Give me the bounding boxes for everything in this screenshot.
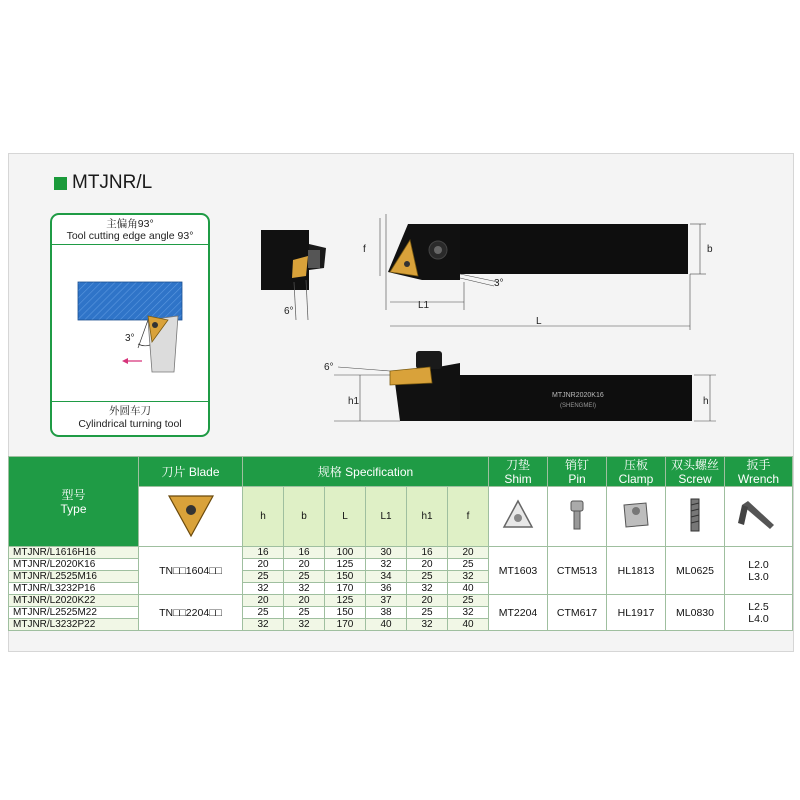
cell-f: 32 — [448, 607, 489, 619]
angle-heading — [52, 215, 208, 245]
blade-cell: TN□□2204□□ — [139, 595, 243, 631]
cell-h: 20 — [243, 595, 284, 607]
spec-col-L1: L1 — [366, 487, 407, 547]
table-header-row — [9, 457, 793, 487]
cell-b: 32 — [284, 619, 325, 631]
screw-image-cell — [666, 487, 725, 547]
cell-b: 20 — [284, 559, 325, 571]
table-row — [9, 595, 793, 607]
top-view-drawing — [360, 210, 710, 340]
clamp-icon — [616, 495, 656, 535]
cell-L1: 38 — [366, 607, 407, 619]
cell-h1: 32 — [407, 583, 448, 595]
top-view-3deg-label: 3° — [494, 278, 504, 289]
screw-cell: ML0625 — [666, 547, 725, 595]
cell-h: 20 — [243, 559, 284, 571]
cell-h: 32 — [243, 619, 284, 631]
cell-h: 25 — [243, 571, 284, 583]
title-text: MTJNR/L — [72, 172, 153, 193]
cell-L: 150 — [325, 607, 366, 619]
screw-header-cn: 双头螺丝 — [670, 457, 719, 472]
cell-L1: 32 — [366, 559, 407, 571]
clamp-cell: HL1813 — [607, 547, 666, 595]
end-view-drawing — [250, 220, 340, 330]
pin-header-cn: 销钉 — [564, 457, 589, 472]
side-view-engraving: MTJNR2020K16 — [552, 392, 604, 399]
type-cell: MTJNR/L2020K22 — [9, 595, 139, 607]
shim-header — [489, 457, 548, 487]
type-cell: MTJNR/L2525M22 — [9, 607, 139, 619]
screw-header-en: Screw — [678, 471, 712, 486]
cell-f: 25 — [448, 595, 489, 607]
spec-col-h1: h1 — [407, 487, 448, 547]
insert-hole-icon — [152, 322, 158, 328]
pin-header-en: Pin — [568, 471, 586, 486]
wrench-size-1: L2.0 — [748, 558, 769, 571]
cell-L1: 37 — [366, 595, 407, 607]
shim-image-cell — [489, 487, 548, 547]
side-view-6deg-label: 6° — [324, 362, 334, 373]
top-view-b-label: b — [707, 244, 713, 255]
cell-f: 20 — [448, 547, 489, 559]
blade-cell: TN□□1604□□ — [139, 547, 243, 595]
clamp-image-cell — [607, 487, 666, 547]
angle-heading-en: Tool cutting edge angle 93° — [66, 230, 194, 242]
clamp-cell: HL1917 — [607, 595, 666, 631]
pin-icon — [557, 495, 597, 535]
cell-f: 25 — [448, 559, 489, 571]
spec-header: 规格 Specification — [243, 457, 489, 487]
table-row — [9, 547, 793, 559]
cell-L1: 34 — [366, 571, 407, 583]
cell-L1: 40 — [366, 619, 407, 631]
pin-header — [548, 457, 607, 487]
cell-b: 32 — [284, 583, 325, 595]
cell-L: 100 — [325, 547, 366, 559]
type-header-en: Type — [60, 501, 87, 516]
pin-image-cell — [548, 487, 607, 547]
title-marker-icon — [54, 177, 67, 190]
cutting-angle-diagram — [50, 213, 210, 437]
shim-header-en: Shim — [504, 471, 532, 486]
cell-h1: 25 — [407, 607, 448, 619]
clamp-header-en: Clamp — [618, 471, 654, 486]
pin-cell: CTM513 — [548, 547, 607, 595]
side-view-h1-label: h1 — [348, 396, 360, 407]
shim-cell: MT2204 — [489, 595, 548, 631]
angle-footer-cn: 外圆车刀 — [109, 405, 151, 417]
spec-col-f: f — [448, 487, 489, 547]
angle-footer — [52, 401, 208, 435]
cell-h: 32 — [243, 583, 284, 595]
cell-h: 25 — [243, 607, 284, 619]
cell-h: 16 — [243, 547, 284, 559]
cell-b: 20 — [284, 595, 325, 607]
type-cell: MTJNR/L3232P22 — [9, 619, 139, 631]
clamp-header-cn: 压板 — [623, 457, 648, 472]
wrench-header-en: Wrench — [737, 471, 780, 486]
screw-cell: ML0830 — [666, 595, 725, 631]
spec-col-b: b — [284, 487, 325, 547]
blade-image-cell — [139, 487, 243, 547]
shim-header-cn: 刀垫 — [505, 457, 530, 472]
type-cell: MTJNR/L2020K16 — [9, 559, 139, 571]
top-view-shank — [460, 224, 688, 274]
hex-key-icon — [734, 495, 784, 535]
cell-h1: 25 — [407, 571, 448, 583]
cell-f: 32 — [448, 571, 489, 583]
wrench-cell — [725, 595, 793, 631]
spec-table — [8, 456, 793, 631]
wrench-size-1: L2.5 — [748, 600, 769, 613]
type-cell: MTJNR/L3232P16 — [9, 583, 139, 595]
pin-cell: CTM617 — [548, 595, 607, 631]
cell-f: 40 — [448, 619, 489, 631]
top-view-L-label: L — [536, 316, 542, 327]
cell-L: 125 — [325, 559, 366, 571]
cell-L: 125 — [325, 595, 366, 607]
top-view-L1-label: L1 — [418, 300, 430, 311]
shim-icon — [498, 495, 538, 535]
cell-f: 40 — [448, 583, 489, 595]
clamp-header — [607, 457, 666, 487]
wrench-cell — [725, 547, 793, 595]
side-view-insert-icon — [390, 367, 432, 385]
side-view-drawing — [330, 345, 720, 435]
wrench-header-cn: 扳手 — [746, 457, 771, 472]
spec-col-L: L — [325, 487, 366, 547]
cell-L: 150 — [325, 571, 366, 583]
spec-col-h: h — [243, 487, 284, 547]
angle-diagram-3deg-label: 3° — [125, 333, 135, 344]
cell-h1: 16 — [407, 547, 448, 559]
wrench-size-2: L4.0 — [748, 612, 769, 625]
cell-h1: 20 — [407, 595, 448, 607]
screw-icon — [675, 495, 715, 535]
type-cell: MTJNR/L2525M16 — [9, 571, 139, 583]
cell-h1: 32 — [407, 619, 448, 631]
wrench-size-2: L3.0 — [748, 570, 769, 583]
turning-illustration — [52, 246, 208, 398]
wrench-image-cell — [725, 487, 793, 547]
cell-b: 16 — [284, 547, 325, 559]
side-view-engraving-sub: (SHENGMEI) — [560, 403, 596, 409]
angle-footer-en: Cylindrical turning tool — [78, 418, 182, 430]
cell-b: 25 — [284, 607, 325, 619]
triangle-insert-icon — [161, 490, 221, 540]
wrench-header — [725, 457, 793, 487]
cell-L1: 30 — [366, 547, 407, 559]
shim-cell: MT1603 — [489, 547, 548, 595]
blade-header: 刀片 Blade — [139, 457, 243, 487]
cell-h1: 20 — [407, 559, 448, 571]
angle-heading-cn: 主偏角93° — [106, 218, 154, 230]
type-header — [9, 457, 139, 547]
workpiece-shape — [78, 282, 182, 320]
type-cell: MTJNR/L1616H16 — [9, 547, 139, 559]
side-view-h-label: h — [703, 396, 709, 407]
top-view-f-label: f — [363, 244, 366, 255]
cell-L: 170 — [325, 583, 366, 595]
cell-L1: 36 — [366, 583, 407, 595]
cell-L: 170 — [325, 619, 366, 631]
end-view-6deg-label: 6° — [284, 306, 294, 317]
type-header-cn: 型号 — [61, 487, 86, 502]
screw-header — [666, 457, 725, 487]
cell-b: 25 — [284, 571, 325, 583]
